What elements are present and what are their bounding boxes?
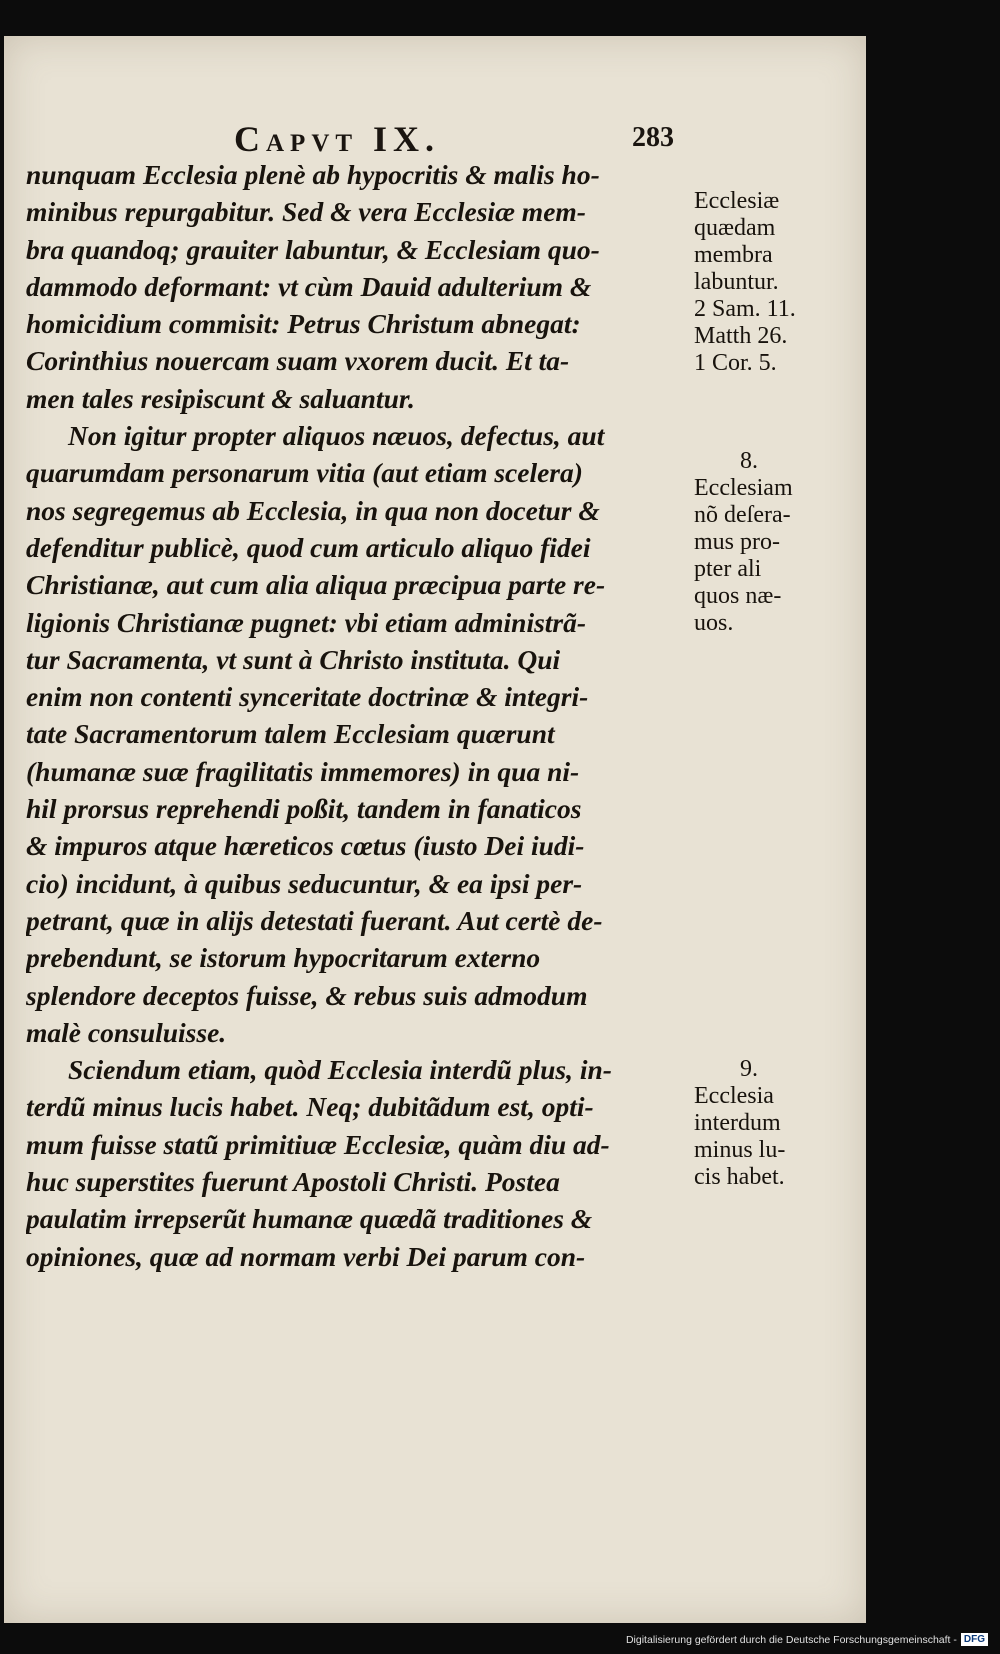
text-line: paulatim irrepserũt humanæ quædã traditiones &: [26, 1203, 593, 1235]
text-line: defenditur publicè, quod cum articulo aliquo fidei: [26, 531, 591, 563]
margin-note-members-fall: [694, 188, 844, 377]
text-line: nos segregemus ab Ecclesia, in qua non docetur &: [26, 494, 600, 526]
margin-note-not-desert: [694, 448, 844, 637]
text-line: homicidium commisit: Petrus Christum abnegat:: [26, 308, 581, 340]
text-line: tate Sacramentorum talem Ecclesiam quærunt: [26, 718, 555, 750]
text-line: Christianæ, aut cum alia aliqua præcipua parte re-: [26, 569, 606, 601]
margin-note-line: 1 Cor. 5.: [694, 350, 777, 376]
margin-note-line: 2 Sam. 11.: [694, 296, 796, 322]
margin-note-line: labuntur.: [694, 269, 779, 295]
margin-note-line: mus pro-: [694, 529, 780, 555]
text-line: nunquam Ecclesia plenè ab hypocritis & malis ho-: [26, 159, 600, 190]
text-line: bra quandoq; grauiter labuntur, & Ecclesiam quo-: [26, 233, 600, 265]
digitization-footer: [626, 1633, 988, 1646]
text-line: hil prorsus reprehendi poßit, tandem in fanaticos: [26, 793, 582, 825]
margin-note-line: 9.: [740, 1056, 758, 1082]
text-line: dammodo deformant: vt cùm Dauid adulterium &: [26, 270, 592, 302]
text-line: Non igitur propter aliquos næuos, defectus, aut: [68, 420, 605, 452]
footer-credit: Digitalisierung gefördert durch die Deutsche Forschungsgemeinschaft -: [625, 1633, 957, 1646]
margin-note-line: membra: [694, 242, 773, 268]
text-line: petrant, quæ in alijs detestati fuerant. Aut certè de-: [26, 904, 603, 936]
margin-note-line: nõ deſera-: [694, 502, 791, 528]
text-line: Corinthius nouercam suam vxorem ducit. Et ta-: [26, 345, 570, 377]
text-line: quarumdam personarum vitia (aut etiam scelera): [26, 457, 583, 489]
margin-note-line: interdum: [694, 1110, 781, 1136]
margin-note-line: minus lu-: [694, 1137, 786, 1163]
margin-note-line: Matth 26.: [694, 323, 788, 349]
text-line: minibus repurgabitur. Sed & vera Ecclesiæ mem-: [26, 196, 586, 228]
text-line: opiniones, quæ ad normam verbi Dei parum con-: [26, 1240, 586, 1272]
text-line: malè consuluisse.: [26, 1016, 227, 1048]
margin-note-line: Ecclesia: [694, 1083, 774, 1109]
margin-note-line: Ecclesiæ: [694, 188, 780, 214]
text-line: enim non contenti synceritate doctrinæ & integri-: [26, 681, 589, 713]
text-line: men tales resipiscunt & saluantur.: [26, 382, 415, 414]
margin-note-line: Ecclesiam: [694, 475, 793, 501]
text-line: cio) incidunt, à quibus seducuntur, & ea ipsi per-: [26, 867, 583, 899]
text-line: mum fuisse statũ primitiuæ Ecclesiæ, quàm diu ad-: [26, 1128, 610, 1160]
margin-note-less-light: [694, 1056, 844, 1191]
margin-note-line: uos.: [694, 610, 734, 636]
text-line: splendore deceptos fuisse, & rebus suis admodum: [26, 979, 588, 1011]
dfg-logo: DFG: [961, 1633, 988, 1646]
text-line: (humanæ suæ fragilitatis immemores) in qua ni-: [26, 755, 580, 787]
text-line: prebendunt, se istorum hypocritarum externo: [26, 942, 541, 974]
main-text-column: [26, 156, 686, 1275]
text-line: & impuros atque hæreticos cœtus (iusto Dei iudi-: [26, 830, 585, 862]
margin-note-line: 8.: [740, 448, 758, 474]
text-line: huc superstites fuerunt Apostoli Christi. Postea: [26, 1166, 560, 1198]
margin-note-line: pter ali: [694, 556, 762, 582]
margin-note-line: quos næ-: [694, 583, 782, 609]
text-line: terdũ minus lucis habet. Neq; dubitãdum est, opti-: [26, 1091, 594, 1123]
text-line: tur Sacramenta, vt sunt à Christo instituta. Qui: [26, 643, 561, 675]
page-number: 283: [632, 122, 674, 153]
text-line: ligionis Christianæ pugnet: vbi etiam administrã-: [26, 606, 587, 638]
margin-note-line: cis habet.: [694, 1164, 785, 1190]
book-page: [4, 36, 866, 1623]
text-line: Sciendum etiam, quòd Ecclesia interdũ plus, in-: [68, 1054, 612, 1086]
margin-note-line: quædam: [694, 215, 776, 241]
chapter-title: Capvt IX.: [234, 119, 441, 159]
